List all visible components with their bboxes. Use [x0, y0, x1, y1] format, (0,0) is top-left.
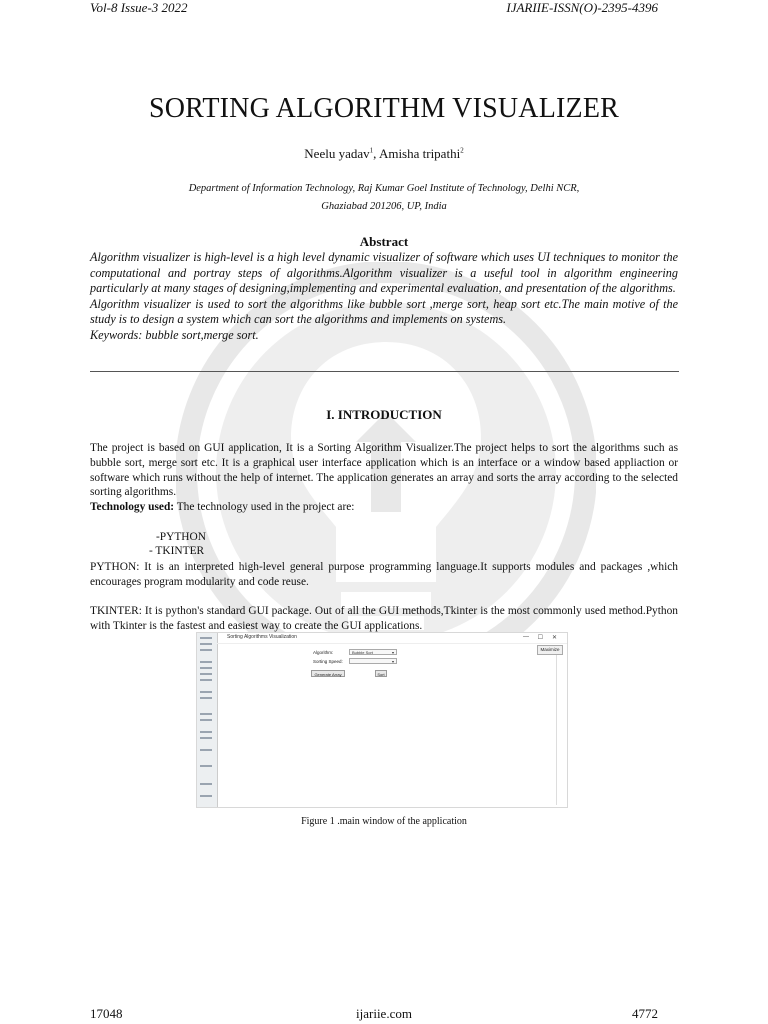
abstract-body	[90, 250, 678, 343]
abstract-heading: Abstract	[359, 234, 409, 249]
window-titlebar	[217, 633, 567, 644]
chevron-down-icon: ▾	[391, 650, 394, 655]
author-1-affil-mark: 1	[369, 146, 374, 155]
minimize-icon: —	[523, 634, 529, 640]
paper-title: SORTING ALGORITHM VISUALIZER	[148, 93, 620, 124]
technology-used-line	[90, 500, 678, 515]
figure-caption: Figure 1 .main window of the application	[301, 816, 467, 827]
author-2: Amisha tripathi	[378, 146, 461, 161]
technology-used-text: The technology used in the project are:	[174, 501, 355, 514]
algorithm-label: Algorithm:	[313, 650, 334, 655]
chevron-down-icon: ▾	[391, 659, 394, 664]
algorithm-select	[349, 649, 397, 655]
introduction-paragraph	[90, 441, 678, 515]
affiliation	[90, 180, 678, 216]
window-right-edge	[556, 655, 557, 805]
journal-volume-issue: Vol-8 Issue-3 2022	[90, 0, 188, 15]
tech-item-tkinter: - TKINTER	[149, 545, 205, 557]
application-screenshot	[196, 632, 568, 808]
sorting-speed-label: Sorting Speed:	[313, 659, 343, 664]
author-separator: ,	[373, 146, 379, 161]
abstract-paragraph-1: Algorithm visualizer is high-level is a high level dynamic visualizer of software which uses UI techniques to monitor the computational and portray steps of algorithms.Algorithm visualizer is a useful tool in algorithm engineering particularly at many stages of designing,implementing and experimental evaluation, and presentation of the algorithms.	[90, 250, 678, 295]
author-2-affil-mark: 2	[460, 146, 464, 155]
algorithm-select-value: Bubble Sort	[352, 650, 373, 655]
tkinter-paragraph: TKINTER: It is python's standard GUI package. Out of all the GUI methods,Tkinter is the most commonly used method.Python with Tkinter is the fastest and easiest way to create the GUI applications.	[90, 605, 678, 632]
tech-item-python: -PYTHON	[156, 531, 206, 543]
generate-array-button: Generate Array	[311, 670, 345, 677]
footer-article-number: 17048	[90, 1006, 123, 1021]
authors-line	[0, 146, 768, 162]
author-1: Neelu yadav	[304, 146, 370, 161]
abstract-paragraph-2: Algorithm visualizer is used to sort the algorithms like bubble sort ,merge sort, heap sort etc.The main motive of the study is to design a system which can sort the algorithms and implements on systems.	[90, 296, 678, 326]
introduction-heading: I. INTRODUCTION	[326, 407, 442, 422]
affiliation-line-1: Department of Information Technology, Raj Kumar Goel Institute of Technology, Delhi NCR,	[188, 183, 580, 194]
window-title: Sorting Algorithms Visualization	[227, 634, 297, 640]
technology-used-label: Technology used:	[90, 501, 175, 514]
python-paragraph: PYTHON: It is an interpreted high-level general purpose programming language.It supports modules and packages ,which encourages program modularity and code reuse.	[90, 561, 678, 588]
close-icon: ✕	[551, 635, 557, 641]
affiliation-line-2: Ghaziabad 201206, UP, India	[321, 201, 447, 212]
code-editor-strip	[197, 633, 218, 807]
section-divider	[90, 371, 679, 372]
footer-website: ijariie.com	[356, 1006, 412, 1021]
footer-page-number: 4772	[632, 1006, 658, 1021]
maximize-button: Maximize	[537, 645, 563, 655]
journal-issn: IJARIIE-ISSN(O)-2395-4396	[506, 0, 658, 15]
keywords: Keywords: bubble sort,merge sort.	[90, 327, 259, 342]
sort-button: Sort	[375, 670, 387, 677]
maximize-icon: ☐	[537, 635, 543, 641]
introduction-paragraph-text: The project is based on GUI application, It is a Sorting Algorithm Visualizer.The project helps to sort the algorithms such as bubble sort, merge sort etc. It is a graphical user interface application which is an interface or a window based appliaction or software which runs without the help of internet. The application generates an array and sorts the array according to the selected sorting algorithms.	[90, 442, 678, 499]
sorting-speed-select	[349, 658, 397, 664]
